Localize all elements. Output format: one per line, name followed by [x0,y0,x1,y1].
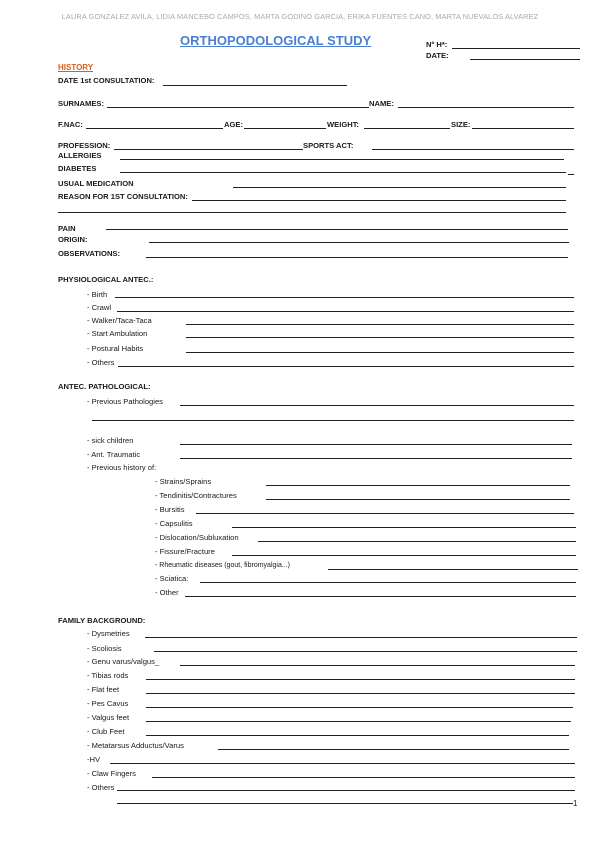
age-field[interactable] [244,128,326,129]
tendinitis-label: - Tendinitis/Contractures [155,491,237,500]
medication-label: USUAL MEDICATION [58,179,134,188]
fnac-field[interactable] [86,128,223,129]
fissure-field[interactable] [232,555,576,556]
pain-field[interactable] [106,229,568,230]
strains-field[interactable] [266,485,570,486]
diabetes-field-end [568,174,574,175]
valgus-feet-label: - Valgus feet [87,713,130,722]
dysmetries-label: - Dysmetries [87,629,130,638]
other-label: - Other [155,588,179,597]
capsulitis-field[interactable] [232,527,576,528]
other-field[interactable] [185,596,576,597]
sciatica-label: - Sciatica: [155,574,189,583]
postural-habits-field[interactable] [186,352,574,353]
dysmetries-field[interactable] [145,637,577,638]
physiological-others-label: - Others [87,358,115,367]
page-number: 1 [573,799,578,808]
family-others-extra[interactable] [117,803,573,804]
hv-field[interactable] [110,763,575,764]
diabetes-label: DIABETES [58,164,97,173]
page-title: ORTHOPODOLOGICAL STUDY [180,33,372,48]
pain-label: PAIN [58,224,76,233]
size-field[interactable] [472,128,574,129]
diabetes-field[interactable] [120,172,566,173]
size-label: SIZE: [451,120,471,129]
date-label: DATE: [426,51,449,60]
walker-label: - Walker/Taca-Taca [87,316,152,325]
sports-field[interactable] [372,149,574,150]
observations-label: OBSERVATIONS: [58,249,121,258]
history-heading: HISTORY [58,63,94,72]
tibias-field[interactable] [146,679,575,680]
profession-field[interactable] [114,149,303,150]
rheumatic-field[interactable] [328,569,578,570]
tendinitis-field[interactable] [266,499,570,500]
date-field[interactable] [470,59,580,60]
bursitis-field[interactable] [196,513,574,514]
record-number-field[interactable] [452,48,580,49]
genu-field[interactable] [180,665,575,666]
strains-label: - Strains/Sprains [155,477,212,486]
reason-field[interactable] [192,200,566,201]
first-consultation-field[interactable] [163,85,347,86]
reason-field-extra[interactable] [58,212,566,213]
club-feet-label: - Club Feet [87,727,125,736]
bursitis-label: - Bursitis [155,505,185,514]
claw-fingers-label: - Claw Fingers [87,769,136,778]
previous-history-label: - Previous history of: [87,463,157,472]
physiological-heading: PHYSIOLOGICAL ANTEC.: [58,275,154,284]
allergies-label: ALLERGIES [58,151,102,160]
medication-field[interactable] [233,187,566,188]
claw-fingers-field[interactable] [152,777,575,778]
genu-label: - Genu varus/valgus_ [87,657,160,666]
authors-header: LAURA GONZALEZ AVILA, LIDIA MANCEBO CAMPOS, MARTA GODINO GARCIA, ERIKA FUENTES CANO, MARTA NUEVALOS ALVAREZ [61,12,539,21]
previous-pathologies-label: - Previous Pathologies [87,397,163,406]
family-heading: FAMILY BACKGROUND: [58,616,146,625]
profession-label: PROFESSION: [58,141,111,150]
scoliosis-field[interactable] [154,651,577,652]
surnames-label: SURNAMES: [58,99,104,108]
sciatica-field[interactable] [200,582,576,583]
family-others-label: - Others [87,783,115,792]
scoliosis-label: - Scoliosis [87,644,122,653]
first-consultation-label: DATE 1st CONSULTATION: [58,76,155,85]
metatarsus-field[interactable] [218,749,569,750]
start-ambulation-label: - Start Ambulation [87,329,148,338]
tibias-label: - Tibias rods [87,671,129,680]
birth-label: - Birth [87,290,108,299]
flat-feet-label: - Flat feet [87,685,120,694]
origin-field[interactable] [149,242,569,243]
observations-field[interactable] [146,257,568,258]
pathological-heading: ANTEC. PATHOLOGICAL: [58,382,151,391]
reason-label: REASON FOR 1ST CONSULTATION: [58,192,188,201]
dislocation-label: - Dislocation/Subluxation [155,533,239,542]
postural-habits-label: - Postural Habits [87,344,144,353]
fnac-label: F.NAC: [58,120,83,129]
pes-cavus-field[interactable] [146,707,573,708]
record-number-label: Nº H*: [426,40,448,49]
crawl-field[interactable] [117,311,574,312]
weight-field[interactable] [364,128,450,129]
name-field[interactable] [398,107,574,108]
previous-pathologies-field[interactable] [180,405,574,406]
sports-label: SPORTS ACT: [303,141,354,150]
allergies-field[interactable] [120,159,564,160]
previous-pathologies-extra[interactable] [92,420,574,421]
metatarsus-label: - Metatarsus Adductus/Varus [87,741,184,750]
age-label: AGE: [224,120,243,129]
start-ambulation-field[interactable] [186,337,574,338]
traumatic-label: - Ant. Traumatic [87,450,141,459]
surnames-field[interactable] [107,107,369,108]
fissure-label: - Fissure/Fracture [155,547,215,556]
club-feet-field[interactable] [146,735,569,736]
capsulitis-label: - Capsulitis [155,519,193,528]
family-others-field[interactable] [117,790,575,791]
valgus-feet-field[interactable] [146,721,571,722]
weight-label: WEIGHT: [327,120,360,129]
physiological-others-field[interactable] [118,366,574,367]
rheumatic-label: - Rheumatic diseases (gout, fibromyalgia...) [155,562,290,569]
pes-cavus-label: - Pes Cavus [87,699,129,708]
crawl-label: - Crawl [87,303,112,312]
birth-field[interactable] [115,297,574,298]
hv-label: -HV [87,755,101,764]
walker-field[interactable] [186,324,574,325]
origin-label: ORIGIN: [58,235,88,244]
sick-children-field[interactable] [180,444,572,445]
name-label: NAME: [369,99,394,108]
traumatic-field[interactable] [180,458,572,459]
flat-feet-field[interactable] [146,693,575,694]
dislocation-field[interactable] [258,541,576,542]
sick-children-label: - sick children [87,436,134,445]
